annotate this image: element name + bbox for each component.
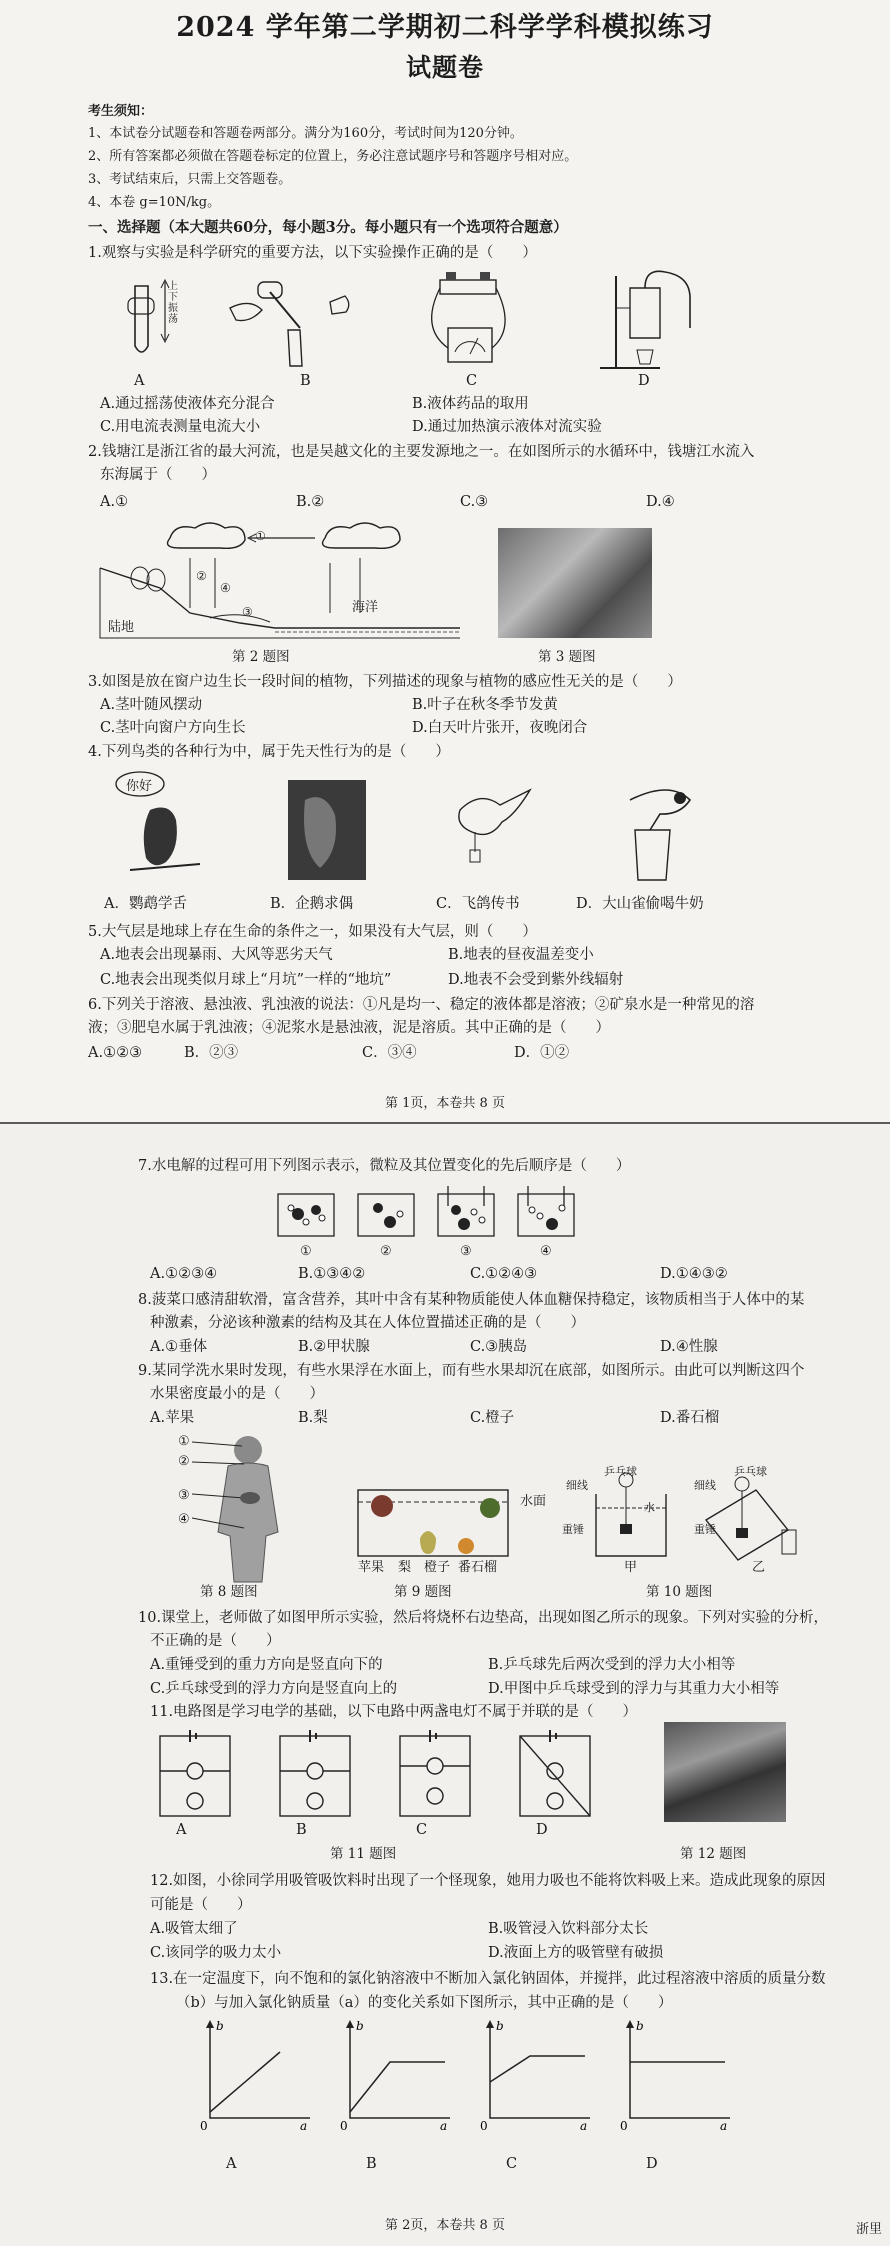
notice-4: 4、本卷 g=10N/kg。 [88,195,221,210]
q8-option-a[interactable]: A.①垂体 [150,1339,208,1355]
svg-text:②: ② [196,569,207,583]
q3-option-c[interactable]: C.茎叶向窗户方向生长 [100,720,246,736]
q6-option-c[interactable]: C．③④ [362,1045,417,1061]
q12-option-c[interactable]: C.该同学的吸力太小 [150,1945,282,1961]
q12-stem: 12.如图，小徐同学用吸管吸饮料时出现了一个怪现象，她用力吸也不能将饮料吸上来。造成此现象的原因 [150,1873,826,1889]
q10-thread-label-b: 细线 [694,1479,716,1492]
q8-body-num-1: ① [178,1434,190,1449]
q10-weight-label-a: 重锤 [562,1523,584,1536]
q1-fig-label-a: A [134,373,145,389]
q2-figure-caption: 第 2 题图 [232,649,290,665]
exam-page-2 [0,1124,890,2246]
q2-option-a[interactable]: A.① [100,494,129,510]
q2-option-d[interactable]: D.④ [646,494,675,510]
q4-stem: 4.下列鸟类的各种行为中，属于先天性行为的是（ ） [88,744,450,760]
q2-option-b[interactable]: B.② [296,494,325,510]
svg-text:③: ③ [242,605,253,619]
q10-water-label: 水 [644,1501,655,1514]
q1-option-a[interactable]: A.通过摇荡使液体充分混合 [100,396,275,412]
svg-text:b: b [216,2019,224,2033]
q9-option-d[interactable]: D.番石榴 [660,1410,720,1426]
q10-ball-label-b: 乒乓球 [734,1465,767,1478]
q1-fig-d-convection [600,271,690,368]
q3-stem: 3.如图是放在窗户边生长一段时间的植物，下列描述的现象与植物的感应性无关的是（ ） [88,674,682,690]
q12-option-a[interactable]: A.吸管太细了 [150,1921,238,1937]
q12-option-b[interactable]: B.吸管浸入饮料部分太长 [488,1921,649,1937]
svg-text:b: b [356,2019,364,2033]
q7-num-4: ④ [540,1244,552,1259]
q1-fig-c-ammeter [432,272,505,362]
q3-option-d[interactable]: D.白天叶片张开，夜晚闭合 [412,720,588,736]
q8-body-num-2: ② [178,1454,190,1469]
q10-thread-label-a: 细线 [566,1479,588,1492]
q9-option-a[interactable]: A.苹果 [150,1410,195,1426]
notice-3: 3、考试结束后，只需上交答题卷。 [88,172,292,187]
notice-1: 1、本试卷分试题卷和答题卷两部分。满分为160分，考试时间为120分钟。 [88,126,523,141]
q5-option-a[interactable]: A.地表会出现暴雨、大风等恶劣天气 [100,947,333,963]
q9-stem-2: 水果密度最小的是（ ） [150,1386,324,1402]
cloud-icon [168,523,245,548]
q11-label-a: A [176,1822,187,1838]
svg-text:④: ④ [220,581,231,595]
q11-label-d: D [536,1822,548,1838]
q10-option-d[interactable]: D.甲图中乒乓球受到的浮力与其重力大小相等 [488,1681,780,1697]
cloud-icon [323,523,400,548]
q3-option-b[interactable]: B.叶子在秋冬季节发黄 [412,697,558,713]
q4-option-b[interactable]: B．企鹅求偶 [270,896,354,912]
exam-page-1 [0,0,890,1122]
q12-stem-2: 可能是（ ） [150,1897,252,1913]
q10-stem: 10.课堂上，老师做了如图甲所示实验，然后将烧杯右边垫高，出现如图乙所示的现象。下列对实验的分析， [138,1610,829,1626]
q9-label-apple: 苹果 [358,1560,385,1575]
svg-text:b: b [636,2019,644,2033]
q1-fig-a-test-tube [128,280,169,352]
q6-option-d[interactable]: D．①② [514,1045,570,1061]
q8-stem-2: 种激素，分泌该种激素的结构及其在人体位置描述正确的是（ ） [150,1315,585,1331]
q1-option-b[interactable]: B.液体药品的取用 [412,396,529,412]
q13-label-a: A [226,2156,237,2172]
q9-fruit-tank-figure [358,1486,518,1566]
svg-text:a: a [580,2119,588,2133]
q3-option-a[interactable]: A.茎叶随风摆动 [100,697,203,713]
q4-option-a[interactable]: A．鹦鹉学舌 [104,896,187,912]
q9-figure-caption: 第 9 题图 [394,1584,452,1600]
q11-stem: 11.电路图是学习电学的基础，以下电路中两盏电灯不属于并联的是（ ） [150,1704,638,1720]
q10-stem-2: 不正确的是（ ） [150,1633,281,1649]
q13-graph-figures [200,2019,760,2133]
page-2-footer: 第 2页，本卷共 8 页 [385,2218,505,2233]
exam-subtitle: 试题卷 [405,53,484,82]
q7-num-2: ② [380,1244,392,1259]
q2-sea-label: 海洋 [352,600,379,615]
q8-stem: 8.菠菜口感清甜软滑，富含营养，其叶中含有某种物质能使人体血糖保持稳定，该物质相当于人体中的某 [138,1292,805,1308]
q13-stem-2: （b）与加入氯化钠质量（a）的变化关系如下图所示，其中正确的是（ ） [176,1995,673,2011]
q8-body-num-4: ④ [178,1512,190,1527]
q7-option-c[interactable]: C.①②④③ [470,1266,538,1282]
section-choice-heading: 一、选择题（本大题共60分，每小题3分。每小题只有一个选项符合题意） [88,219,568,236]
q1-fig-b-dropper [230,282,349,366]
q9-option-c[interactable]: C.橙子 [470,1410,515,1426]
q7-stem: 7.水电解的过程可用下列图示表示，微粒及其位置变化的先后顺序是（ ） [138,1158,631,1174]
svg-text:①: ① [255,529,266,543]
q2-water-cycle-figure [100,518,460,638]
q2-option-c[interactable]: C.③ [460,494,489,510]
q7-option-d[interactable]: D.①④③② [660,1266,728,1282]
q1-option-d[interactable]: D.通过加热演示液体对流实验 [412,419,602,435]
q8-human-body-figure [186,1432,306,1582]
q1-option-c[interactable]: C.用电流表测量电流大小 [100,419,261,435]
q5-option-d[interactable]: D.地表不会受到紫外线辐射 [448,972,624,988]
q1-stem: 1.观察与实验是科学研究的重要方法，以下实验操作正确的是（ ） [88,245,537,261]
svg-text:0: 0 [620,2119,628,2133]
q4-option-d[interactable]: D．大山雀偷喝牛奶 [576,896,704,912]
q13-label-b: B [366,2156,377,2172]
q10-weight-label-b: 重锤 [694,1523,716,1536]
q7-num-1: ① [300,1244,312,1259]
q2-land-label: 陆地 [108,620,135,635]
q8-figure-caption: 第 8 题图 [200,1584,258,1600]
q8-body-num-3: ③ [178,1488,190,1503]
svg-text:a: a [440,2119,448,2133]
svg-text:0: 0 [340,2119,348,2133]
q7-option-a[interactable]: A.①②③④ [150,1266,218,1282]
q5-stem: 5.大气层是地球上存在生命的条件之一，如果没有大气层，则（ ） [88,924,537,940]
watermark: 浙里 [856,2222,883,2237]
q10-ball-label-a: 乒乓球 [604,1465,637,1478]
q2-stem: 2.钱塘江是浙江省的最大河流，也是吴越文化的主要发源地之一。在如图所示的水循环中，钱塘江水流入 [88,444,755,460]
q12-straw-photo [664,1722,786,1822]
q5-option-b[interactable]: B.地表的昼夜温差变小 [448,947,594,963]
q1-figures [0,268,890,378]
q7-option-b[interactable]: B.①③④② [298,1266,366,1282]
notice-heading: 考生须知： [88,104,154,119]
q6-option-b[interactable]: B．②③ [184,1045,239,1061]
svg-text:a: a [720,2119,728,2133]
q8-option-c[interactable]: C.③胰岛 [470,1339,528,1355]
q10-option-c[interactable]: C.乒乓球受到的浮力方向是竖直向上的 [150,1681,398,1697]
q12-figure-caption: 第 12 题图 [680,1846,747,1862]
q10-option-a[interactable]: A.重锤受到的重力方向是竖直向下的 [150,1657,383,1673]
q7-num-3: ③ [460,1244,472,1259]
q9-label-orange: 橙子 [424,1560,451,1575]
q1-fig-label-b: B [300,373,311,389]
q10-option-b[interactable]: B.乒乓球先后两次受到的浮力大小相等 [488,1657,736,1673]
q13-label-c: C [506,2156,518,2172]
q9-label-pear: 梨 [398,1560,412,1575]
q2-stem-2: 东海属于（ ） [100,467,216,483]
q4-speech-bubble: 你好 [126,779,153,794]
q3-figure-caption: 第 3 题图 [538,649,596,665]
q6-stem-2: 液；③肥皂水属于乳浊液；④泥浆水是悬浊液，泥是溶质。其中正确的是（ ） [88,1020,610,1036]
svg-text:a: a [300,2119,308,2133]
q6-stem: 6.下列关于溶液、悬浊液、乳浊液的说法：①凡是均一、稳定的液体都是溶液；②矿泉水是一种常见的溶 [88,997,755,1013]
q8-option-d[interactable]: D.④性腺 [660,1339,718,1355]
notice-2: 2、所有答案都必须做在答题卷标定的位置上，务必注意试题序号和答题序号相对应。 [88,149,578,164]
q10-label-jia: 甲 [624,1560,638,1575]
q13-stem: 13.在一定温度下，向不饱和的氯化钠溶液中不断加入氯化钠固体，并搅拌，此过程溶液中溶质的质量分数 [150,1971,826,1987]
q11-label-c: C [416,1822,428,1838]
q1-shake-label: 上下振荡 [168,281,178,325]
q9-label-guava: 番石榴 [458,1560,498,1575]
q4-option-c[interactable]: C．飞鸽传书 [436,896,520,912]
q3-plant-photo [498,528,652,638]
q10-figure-caption: 第 10 题图 [646,1584,713,1600]
q1-fig-label-d: D [638,373,650,389]
q8-option-b[interactable]: B.②甲状腺 [298,1339,370,1355]
q1-fig-label-c: C [466,373,478,389]
page-1-footer: 第 1页，本卷共 8 页 [385,1096,505,1111]
q9-option-b[interactable]: B.梨 [298,1410,328,1426]
q13-label-d: D [646,2156,658,2172]
q11-label-b: B [296,1822,307,1838]
q5-option-c[interactable]: C.地表会出现类似月球上“月坑”一样的“地坑” [100,972,392,988]
q12-option-d[interactable]: D.液面上方的吸管壁有破损 [488,1945,664,1961]
q6-option-a[interactable]: A.①②③ [88,1045,143,1061]
svg-text:0: 0 [480,2119,488,2133]
svg-text:0: 0 [200,2119,208,2133]
q9-water-surface-label: 水面 [520,1494,547,1509]
exam-title: 2024 学年第二学期初二科学学科模拟练习 [176,12,714,43]
q4-bird-figures [110,770,810,890]
q9-stem: 9.某同学洗水果时发现，有些水果浮在水面上，而有些水果却沉在底部，如图所示。由此可以判断这四个 [138,1363,805,1379]
q10-label-yi: 乙 [752,1560,766,1575]
q11-figure-caption: 第 11 题图 [330,1846,397,1862]
svg-text:b: b [496,2019,504,2033]
